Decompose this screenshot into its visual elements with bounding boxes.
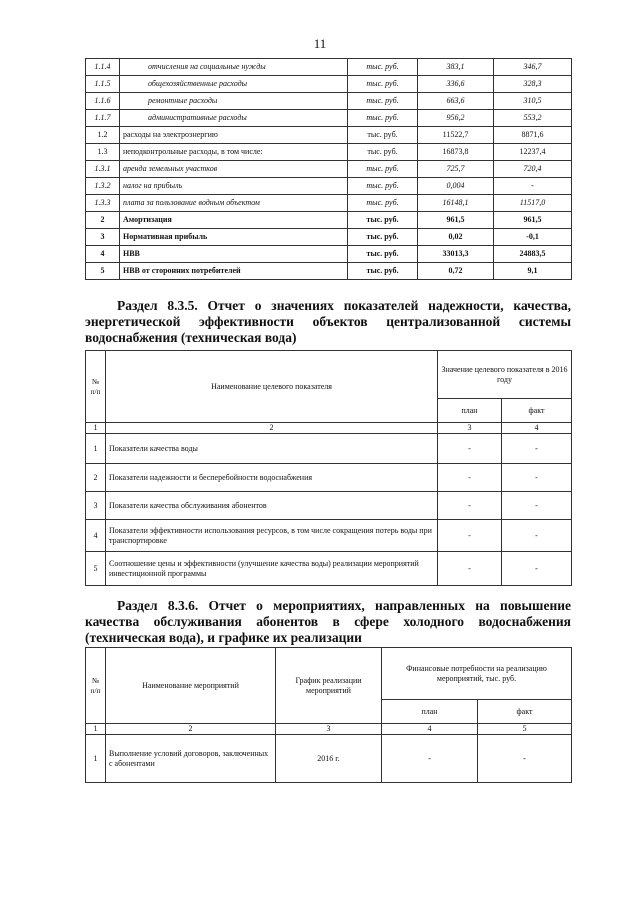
row-number: 4: [86, 520, 106, 552]
row-name: расходы на электроэнергию: [120, 127, 348, 144]
section-8-3-6-heading: Раздел 8.3.6. Отчет о мероприятиях, направленных на повышение качества обслуживания абонентов в сфере холодного водоснабжения (техническая вода), и графике их реализации: [85, 598, 571, 645]
col-index-4: 4: [382, 724, 478, 735]
col-index-3: 3: [438, 423, 502, 434]
col-index-1: 1: [86, 423, 106, 434]
row-unit: тыс. руб.: [348, 229, 418, 246]
table-row: [86, 735, 572, 783]
row-fact: -: [478, 735, 572, 783]
row-name: аренда земельных участков: [120, 161, 348, 178]
row-schedule: 2016 г.: [276, 735, 382, 783]
row-fact: 12237,4: [494, 144, 572, 161]
row-measure-name: Выполнение условий договоров, заключенных с абонентами: [106, 735, 276, 783]
col-index-2: 2: [106, 724, 276, 735]
row-plan: -: [438, 434, 502, 464]
table-row: [86, 434, 572, 464]
row-number: 1.1.4: [86, 59, 120, 76]
row-number: 2: [86, 212, 120, 229]
row-fact: 553,2: [494, 110, 572, 127]
header-indicator-name: Наименование целевого показателя: [106, 351, 438, 423]
col-index-5: 5: [478, 724, 572, 735]
row-number: 1: [86, 434, 106, 464]
table-row: [86, 178, 572, 195]
row-fact: 24883,5: [494, 246, 572, 263]
table-row: [86, 246, 572, 263]
row-plan: 16873,8: [418, 144, 494, 161]
row-unit: тыс. руб.: [348, 93, 418, 110]
row-unit: тыс. руб.: [348, 110, 418, 127]
row-fact: -: [502, 464, 572, 492]
row-name: плата за пользование водным объектом: [120, 195, 348, 212]
row-plan: 663,6: [418, 93, 494, 110]
row-fact: 328,3: [494, 76, 572, 93]
row-number: 3: [86, 492, 106, 520]
col-index-2: 2: [106, 423, 438, 434]
row-unit: тыс. руб.: [348, 76, 418, 93]
row-unit: тыс. руб.: [348, 178, 418, 195]
row-number: 2: [86, 464, 106, 492]
row-name: общехозяйственные расходы: [120, 76, 348, 93]
row-number: 1.3: [86, 144, 120, 161]
row-name: налог на прибыль: [120, 178, 348, 195]
row-number: 1.2: [86, 127, 120, 144]
table-row: [86, 492, 572, 520]
row-fact: 961,5: [494, 212, 572, 229]
col-index-4: 4: [502, 423, 572, 434]
row-plan: 0,02: [418, 229, 494, 246]
row-plan: -: [438, 552, 502, 586]
row-number: 4: [86, 246, 120, 263]
row-name: неподконтрольные расходы, в том числе:: [120, 144, 348, 161]
header-fact: факт: [502, 399, 572, 423]
row-plan: 16148,1: [418, 195, 494, 212]
row-indicator-name: Соотношение цены и эффективности (улучшение качества воды) реализации мероприятий инвестиционной программы: [106, 552, 438, 586]
row-unit: тыс. руб.: [348, 195, 418, 212]
row-plan: 33013,3: [418, 246, 494, 263]
row-fact: -: [502, 520, 572, 552]
row-name: Нормативная прибыль: [120, 229, 348, 246]
table-row: [86, 161, 572, 178]
col-index-1: 1: [86, 724, 106, 735]
row-plan: 0,72: [418, 263, 494, 280]
row-plan: -: [438, 492, 502, 520]
header-indicator-value: Значение целевого показателя в 2016 году: [438, 351, 572, 399]
row-number: 1.3.1: [86, 161, 120, 178]
row-name: отчисления на социальные нужды: [120, 59, 348, 76]
table-row: [86, 520, 572, 552]
row-number: 1.1.5: [86, 76, 120, 93]
table-row: [86, 93, 572, 110]
table-row: [86, 263, 572, 280]
table-row: [86, 229, 572, 246]
row-plan: 725,7: [418, 161, 494, 178]
table-row: [86, 110, 572, 127]
row-plan: 336,6: [418, 76, 494, 93]
row-name: Амортизация: [120, 212, 348, 229]
row-plan: -: [438, 520, 502, 552]
row-number: 1.3.2: [86, 178, 120, 195]
row-unit: тыс. руб.: [348, 212, 418, 229]
header-schedule: График реализации мероприятий: [276, 648, 382, 724]
header-fact: факт: [478, 700, 572, 724]
header-finance: Финансовые потребности на реализацию мероприятий, тыс. руб.: [382, 648, 572, 700]
row-number: 1.1.7: [86, 110, 120, 127]
table-row: [86, 76, 572, 93]
table-row: [86, 59, 572, 76]
row-number: 5: [86, 263, 120, 280]
row-number: 1: [86, 735, 106, 783]
row-unit: тыс. руб.: [348, 127, 418, 144]
row-plan: 961,5: [418, 212, 494, 229]
header-plan: план: [382, 700, 478, 724]
row-fact: 720,4: [494, 161, 572, 178]
table-row: [86, 144, 572, 161]
row-fact: 346,7: [494, 59, 572, 76]
row-fact: -: [494, 178, 572, 195]
row-fact: 11517,0: [494, 195, 572, 212]
cost-table: [85, 58, 572, 280]
row-indicator-name: Показатели надежности и бесперебойности водоснабжения: [106, 464, 438, 492]
row-unit: тыс. руб.: [348, 59, 418, 76]
table-row: [86, 552, 572, 586]
row-unit: тыс. руб.: [348, 144, 418, 161]
row-number: 1.3.3: [86, 195, 120, 212]
col-index-3: 3: [276, 724, 382, 735]
row-plan: -: [382, 735, 478, 783]
row-plan: 383,1: [418, 59, 494, 76]
row-unit: тыс. руб.: [348, 161, 418, 178]
row-fact: -: [502, 434, 572, 464]
header-num: № п/п: [86, 648, 106, 724]
indicators-table: [85, 350, 572, 586]
section-8-3-5-heading: Раздел 8.3.5. Отчет о значениях показателей надежности, качества, энергетической эффективности объектов централизованной системы водоснабжения (техническая вода): [85, 298, 571, 345]
row-plan: 11522,7: [418, 127, 494, 144]
row-number: 5: [86, 552, 106, 586]
measures-table: [85, 647, 572, 783]
header-plan: план: [438, 399, 502, 423]
row-name: административные расходы: [120, 110, 348, 127]
table-row: [86, 127, 572, 144]
row-indicator-name: Показатели качества воды: [106, 434, 438, 464]
row-number: 1.1.6: [86, 93, 120, 110]
row-name: НВВ от сторонних потребителей: [120, 263, 348, 280]
row-plan: -: [438, 464, 502, 492]
row-plan: 0,004: [418, 178, 494, 195]
table-row: [86, 464, 572, 492]
row-fact: 9,1: [494, 263, 572, 280]
row-number: 3: [86, 229, 120, 246]
table-row: [86, 212, 572, 229]
row-name: НВВ: [120, 246, 348, 263]
header-num: № п/п: [86, 351, 106, 423]
row-fact: -: [502, 552, 572, 586]
row-plan: 956,2: [418, 110, 494, 127]
page-number: 11: [313, 36, 327, 51]
row-indicator-name: Показатели качества обслуживания абонентов: [106, 492, 438, 520]
table-row: [86, 195, 572, 212]
header-measure-name: Наименование мероприятий: [106, 648, 276, 724]
row-fact: -: [502, 492, 572, 520]
row-indicator-name: Показатели эффективности использования ресурсов, в том числе сокращения потерь воды при транспортировке: [106, 520, 438, 552]
row-unit: тыс. руб.: [348, 263, 418, 280]
row-fact: 8871,6: [494, 127, 572, 144]
row-fact: -0,1: [494, 229, 572, 246]
row-fact: 310,5: [494, 93, 572, 110]
row-unit: тыс. руб.: [348, 246, 418, 263]
row-name: ремонтные расходы: [120, 93, 348, 110]
